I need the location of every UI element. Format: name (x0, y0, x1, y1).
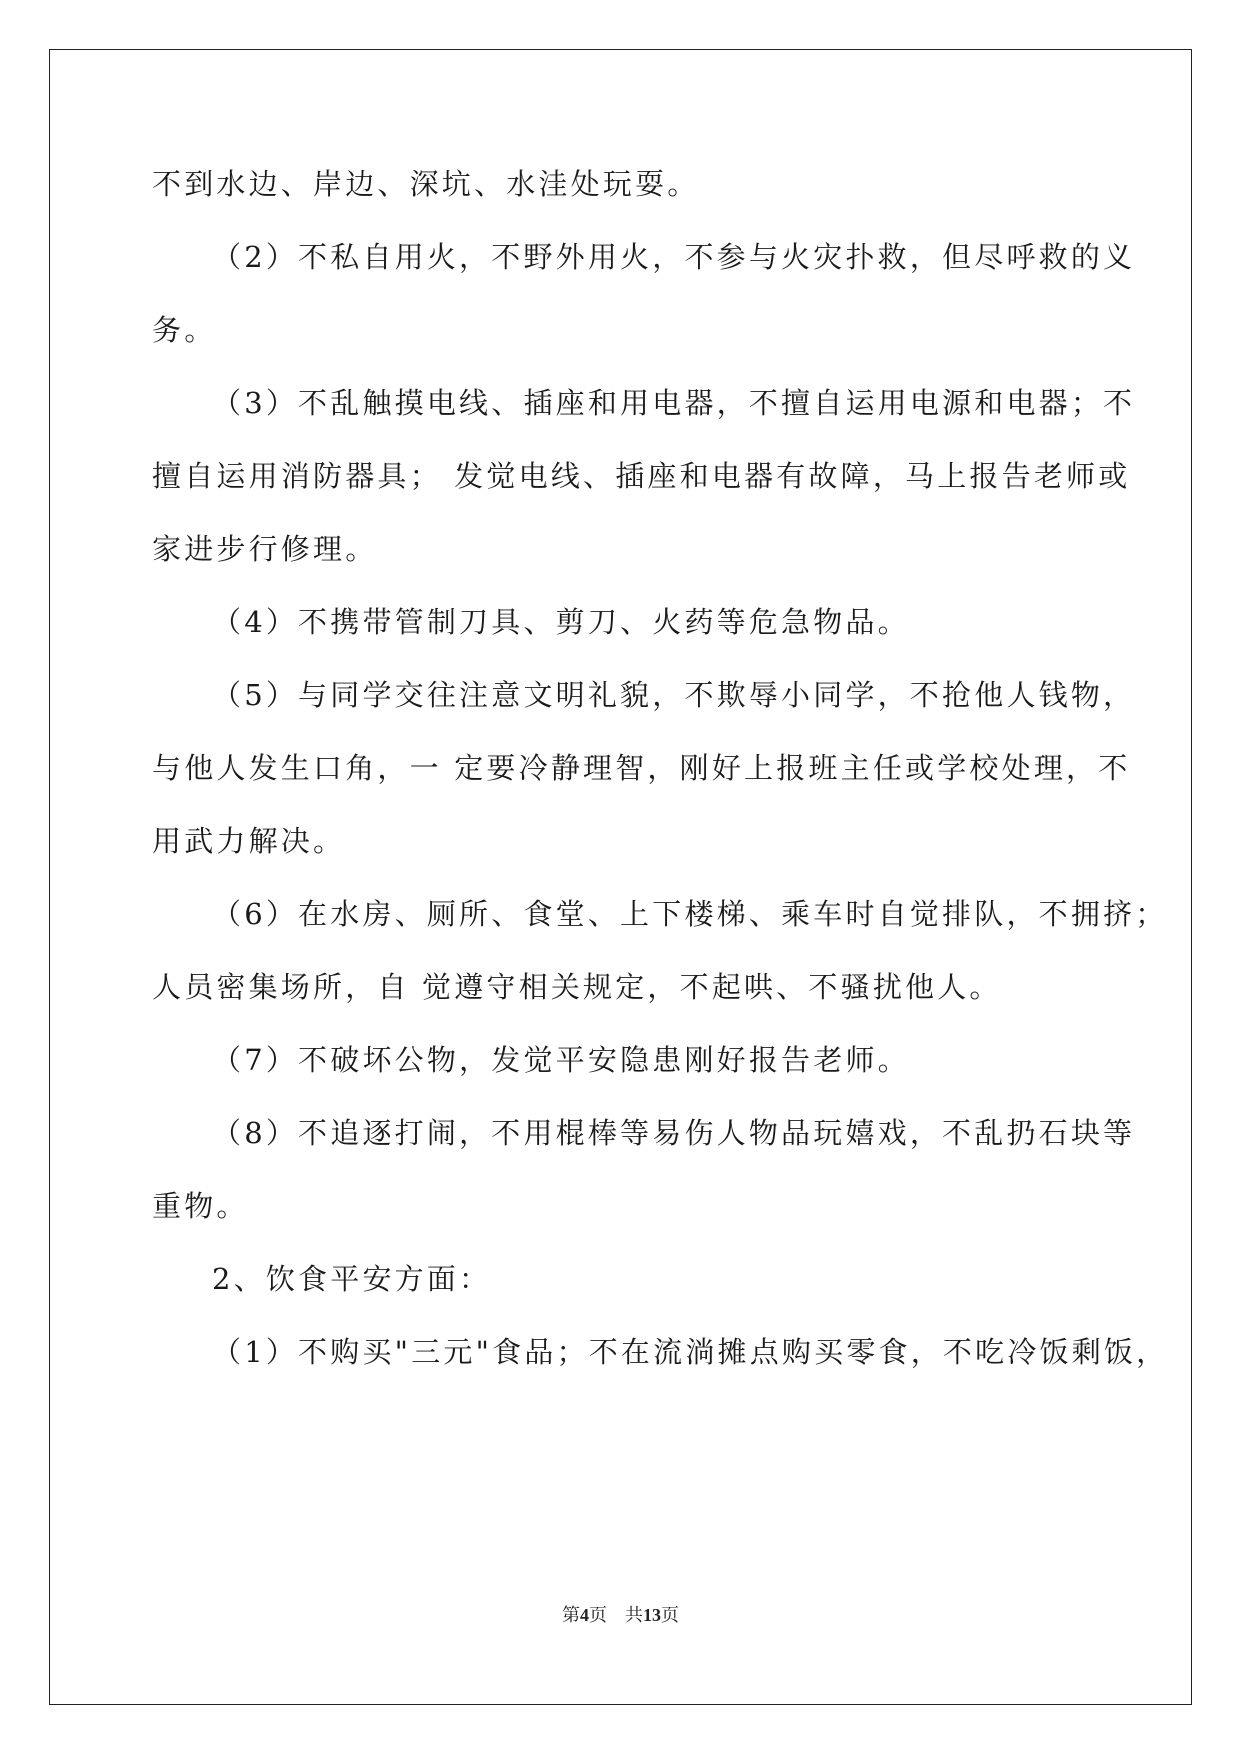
footer-suffix: 页 (661, 1605, 679, 1625)
text-line: （5）与同学交往注意文明礼貌，不欺辱小同学，不抢他人钱物， (212, 678, 1136, 712)
text-line: （1）不购买"三元"食品；不在流淌摊点购买零食，不吃冷饭剩饭， (212, 1335, 1169, 1369)
current-page-number: 4 (580, 1605, 589, 1625)
text-line: （8）不追逐打闹，不用棍棒等易伤人物品玩嬉戏，不乱扔石块等 (212, 1116, 1136, 1150)
text-line: 用武力解决。 (152, 824, 346, 858)
footer-middle: 页 共 (589, 1605, 643, 1625)
text-line: 不到水边、岸边、深坑、水洼处玩耍。 (152, 167, 700, 201)
text-line: 2、饮食平安方面： (212, 1262, 492, 1296)
page-border (49, 49, 1192, 1705)
text-line: （3）不乱触摸电线、插座和用电器，不擅自运用电源和电器；不 (212, 386, 1136, 420)
text-line: 人员密集场所，自 觉遵守相关规定，不起哄、不骚扰他人。 (152, 970, 1002, 1004)
text-line: 擅自运用消防器具； 发觉电线、插座和电器有故障，马上报告老师或 (152, 459, 1131, 493)
text-line: （7）不破坏公物，发觉平安隐患刚好报告老师。 (212, 1043, 910, 1077)
text-line: 家进步行修理。 (152, 532, 378, 566)
text-line: （2）不私自用火，不野外用火，不参与火灾扑救，但尽呼救的义 (212, 240, 1136, 274)
text-line: （4）不携带管制刀具、剪刀、火药等危急物品。 (212, 605, 910, 639)
text-line: （6）在水房、厕所、食堂、上下楼梯、乘车时自觉排队，不拥挤； (212, 897, 1168, 931)
footer-prefix: 第 (562, 1605, 580, 1625)
text-line: 与他人发生口角，一 定要冷静理智，刚好上报班主任或学校处理，不 (152, 751, 1131, 785)
page-footer (0, 1601, 1241, 1627)
total-page-number: 13 (643, 1605, 661, 1625)
text-line: 务。 (152, 313, 217, 347)
text-line: 重物。 (152, 1189, 249, 1223)
